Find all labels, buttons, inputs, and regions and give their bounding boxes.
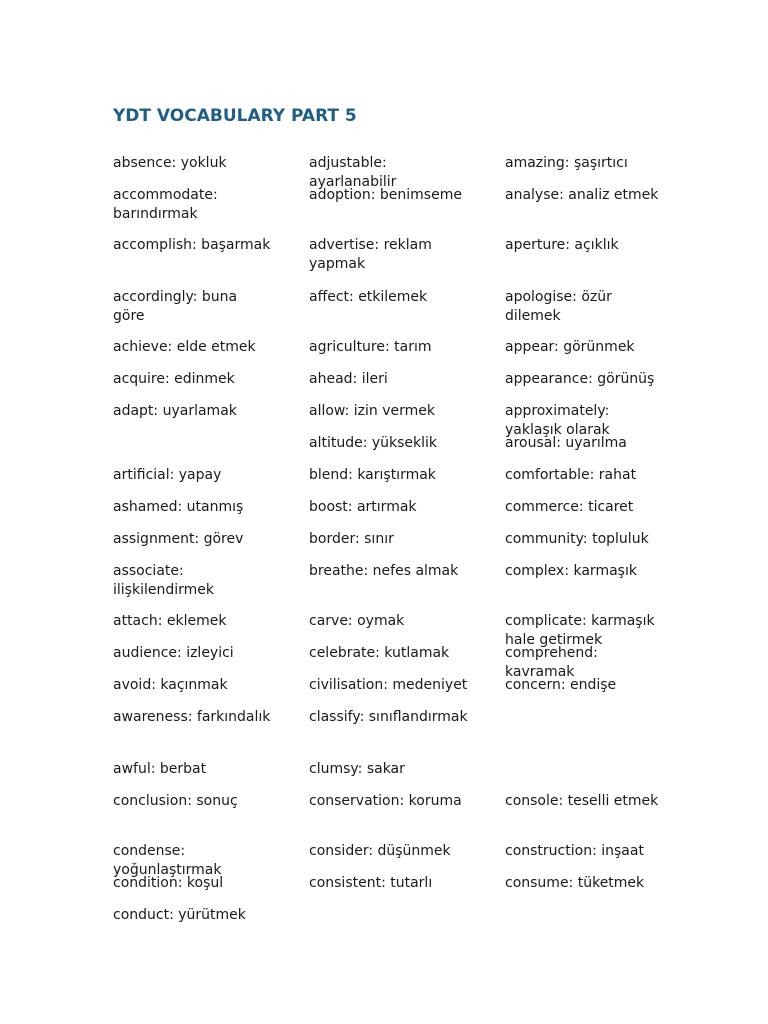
vocabulary-entry: consistent: tutarlı <box>309 875 433 891</box>
vocabulary-entry: aperture: açıklık <box>505 237 619 253</box>
vocabulary-entry: console: teselli etmek <box>505 793 659 809</box>
vocabulary-entry: adoption: benimseme <box>309 187 462 203</box>
vocabulary-entry: allow: izin vermek <box>309 403 435 419</box>
vocabulary-entry: agriculture: tarım <box>309 339 432 355</box>
vocabulary-entry: audience: izleyici <box>113 645 234 661</box>
vocabulary-entry: conclusion: sonuç <box>113 793 238 809</box>
vocabulary-entry: accordingly: buna göre <box>113 289 238 324</box>
vocabulary-entry: celebrate: kutlamak <box>309 645 450 661</box>
vocabulary-entry: absence: yokluk <box>113 155 227 171</box>
vocabulary-entry: comfortable: rahat <box>505 467 637 483</box>
vocabulary-entry: breathe: nefes almak <box>309 563 459 579</box>
vocabulary-entry: consume: tüketmek <box>505 875 645 891</box>
vocabulary-entry: achieve: elde etmek <box>113 339 256 355</box>
vocabulary-entry: classify: sınıflandırmak <box>309 709 468 725</box>
vocabulary-entry: boost: artırmak <box>309 499 417 515</box>
vocabulary-entry: clumsy: sakar <box>309 761 405 777</box>
vocabulary-entry: altitude: yükseklik <box>309 435 438 451</box>
vocabulary-entry: civilisation: medeniyet <box>309 677 468 693</box>
vocabulary-entry: consider: düşünmek <box>309 843 451 859</box>
vocabulary-entry: complicate: karmaşık hale getirmek <box>505 613 655 648</box>
vocabulary-entry: attach: eklemek <box>113 613 227 629</box>
vocabulary-entry: ashamed: utanmış <box>113 499 244 515</box>
vocabulary-entry: apologise: özür dilemek <box>505 289 612 324</box>
vocabulary-entry: construction: inşaat <box>505 843 644 859</box>
vocabulary-entry: condense: yoğunlaştırmak <box>113 843 222 878</box>
vocabulary-entry: affect: etkilemek <box>309 289 428 305</box>
vocabulary-entry: associate: ilişkilendirmek <box>113 563 214 598</box>
vocabulary-entry: avoid: kaçınmak <box>113 677 228 693</box>
page-title: YDT VOCABULARY PART 5 <box>113 106 357 126</box>
vocabulary-entry: artificial: yapay <box>113 467 222 483</box>
vocabulary-entry: amazing: şaşırtıcı <box>505 155 628 171</box>
vocabulary-entry: appear: görünmek <box>505 339 635 355</box>
vocabulary-entry: awful: berbat <box>113 761 207 777</box>
vocabulary-entry: accommodate: barındırmak <box>113 187 218 222</box>
vocabulary-entry: comprehend: kavramak <box>505 645 598 680</box>
vocabulary-entry: conduct: yürütmek <box>113 907 246 923</box>
vocabulary-entry: advertise: reklam yapmak <box>309 237 432 272</box>
vocabulary-entry: arousal: uyarılma <box>505 435 627 451</box>
vocabulary-entry: concern: endişe <box>505 677 617 693</box>
vocabulary-entry: carve: oymak <box>309 613 405 629</box>
vocabulary-entry: border: sınır <box>309 531 394 547</box>
vocabulary-entry: awareness: farkındalık <box>113 709 271 725</box>
vocabulary-entry: conservation: koruma <box>309 793 462 809</box>
vocabulary-entry: adjustable: ayarlanabilir <box>309 155 397 190</box>
vocabulary-entry: community: topluluk <box>505 531 649 547</box>
vocabulary-entry: ahead: ileri <box>309 371 388 387</box>
vocabulary-entry: adapt: uyarlamak <box>113 403 237 419</box>
vocabulary-entry: acquire: edinmek <box>113 371 235 387</box>
vocabulary-entry: blend: karıştırmak <box>309 467 436 483</box>
vocabulary-entry: complex: karmaşık <box>505 563 637 579</box>
vocabulary-entry: condition: koşul <box>113 875 224 891</box>
vocabulary-entry: appearance: görünüş <box>505 371 655 387</box>
vocabulary-entry: commerce: ticaret <box>505 499 634 515</box>
vocabulary-entry: assignment: görev <box>113 531 244 547</box>
vocabulary-entry: approximately: yaklaşık olarak <box>505 403 610 438</box>
vocabulary-entry: accomplish: başarmak <box>113 237 271 253</box>
vocabulary-entry: analyse: analiz etmek <box>505 187 659 203</box>
